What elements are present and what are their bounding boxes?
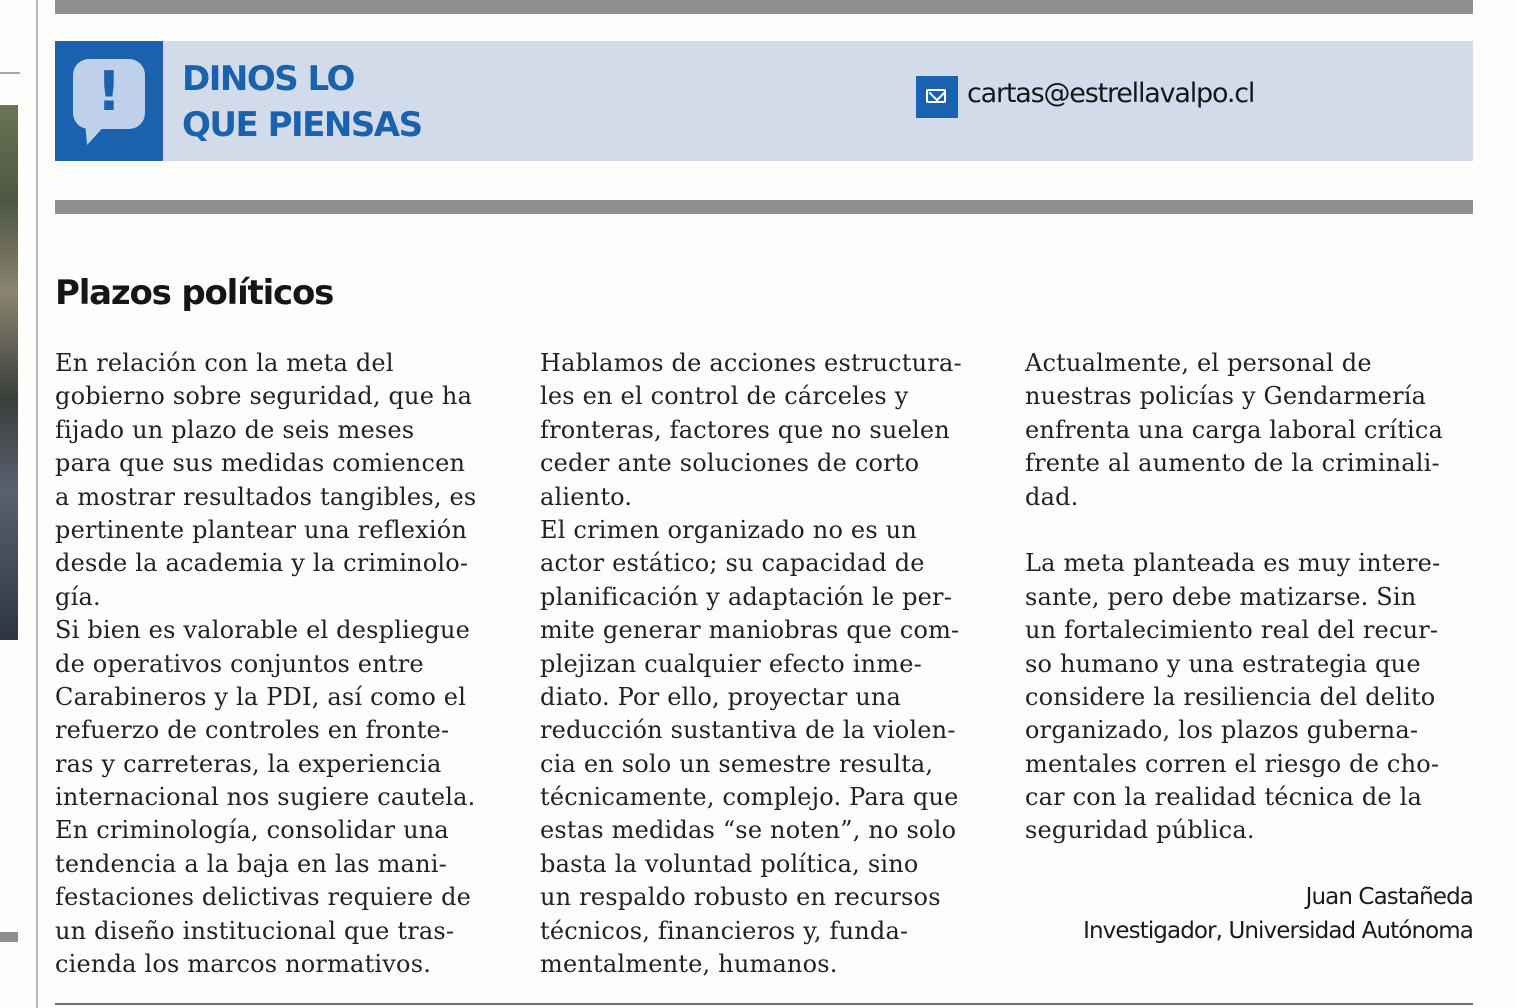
text-line: a mostrar resultados tangibles, es: [55, 482, 477, 511]
text-line: frente al aumento de la criminali-: [1025, 449, 1440, 478]
text-line: fronteras, factores que no suelen: [540, 415, 950, 444]
article-column-2: [540, 347, 1000, 981]
text-line: El crimen organizado no es un: [540, 515, 917, 544]
text-line: internacional nos sugiere cautela.: [55, 783, 476, 812]
text-line: Carabineros y la PDI, así como el: [55, 682, 467, 711]
text-line: festaciones delictivas requiere de: [55, 883, 472, 912]
section-rule: [55, 200, 1473, 214]
column-divider: [36, 0, 38, 1008]
text-line: [1025, 514, 1475, 547]
banner-title-line2: QUE PIENSAS: [182, 105, 422, 145]
text-line: ceder ante soluciones de corto: [540, 449, 920, 478]
adjacent-page-rule: [0, 72, 20, 74]
text-line: fijado un plazo de seis meses: [55, 415, 415, 444]
text-line: ras y carreteras, la experiencia: [55, 749, 442, 778]
text-line: Actualmente, el personal de: [1025, 349, 1372, 377]
text-line: un fortalecimiento real del recur-: [1025, 616, 1439, 645]
text-line: dad.: [1025, 482, 1079, 511]
banner-title: [182, 56, 422, 148]
text-line: aliento.: [540, 482, 633, 511]
text-line: organizado, los plazos guberna-: [1025, 716, 1419, 745]
adjacent-page-mark: [0, 932, 18, 942]
author-name: Juan Castañeda: [1305, 884, 1473, 910]
speech-bubble-icon: [55, 41, 163, 161]
exclamation-icon: !: [96, 60, 122, 123]
article-column-1: [55, 347, 510, 981]
text-line: so humano y una estrategia que: [1025, 649, 1421, 678]
text-line: actor estático; su capacidad de: [540, 549, 925, 578]
letters-banner: [55, 41, 1473, 161]
text-line: mentalmente, humanos.: [540, 950, 838, 979]
text-line: basta la voluntad política, sino: [540, 849, 919, 878]
text-line: Hablamos de acciones estructura-: [540, 349, 962, 377]
text-line: mentales corren el riesgo de cho-: [1025, 749, 1440, 778]
article-headline: Plazos políticos: [55, 273, 334, 313]
text-line: les en el control de cárceles y: [540, 382, 909, 411]
envelope-shape: [926, 89, 946, 103]
text-line: En criminología, consolidar una: [55, 816, 449, 845]
top-rule: [55, 0, 1473, 14]
text-line: un diseño institucional que tras-: [55, 916, 455, 945]
text-line: planificación y adaptación le per-: [540, 582, 953, 611]
text-line: desde la academia y la criminolo-: [55, 549, 469, 578]
text-line: considere la resiliencia del delito: [1025, 682, 1436, 711]
banner-title-line1: DINOS LO: [182, 59, 354, 99]
text-line: para que sus medidas comiencen: [55, 449, 466, 478]
text-line: técnicos, financieros y, funda-: [540, 916, 909, 945]
envelope-icon: [916, 76, 958, 118]
text-line: sante, pero debe matizarse. Sin: [1025, 582, 1417, 611]
text-line: refuerzo de controles en fronte-: [55, 716, 450, 745]
text-line: técnicamente, complejo. Para que: [540, 783, 959, 812]
text-line: cia en solo un semestre resulta,: [540, 749, 934, 778]
text-line: En relación con la meta del: [55, 349, 394, 377]
text-line: de operativos conjuntos entre: [55, 649, 424, 678]
text-line: cienda los marcos normativos.: [55, 950, 432, 979]
text-line: un respaldo robusto en recursos: [540, 883, 941, 912]
text-line: seguridad pública.: [1025, 816, 1255, 845]
text-line: gía.: [55, 582, 101, 611]
text-line: pertinente plantear una reflexión: [55, 515, 468, 544]
article-signature: [1083, 880, 1473, 948]
text-line: mite generar maniobras que com-: [540, 616, 960, 645]
text-line: Si bien es valorable el despliegue: [55, 616, 470, 645]
adjacent-page-photo: [0, 105, 18, 640]
text-line: tendencia a la baja en las mani-: [55, 849, 447, 878]
text-line: enfrenta una carga laboral crítica: [1025, 415, 1443, 444]
text-line: gobierno sobre seguridad, que ha: [55, 382, 473, 411]
text-line: plejizan cualquier efecto inme-: [540, 649, 922, 678]
text-line: diato. Por ello, proyectar una: [540, 682, 902, 711]
text-line: estas medidas “se noten”, no solo: [540, 816, 957, 845]
article-column-3: [1025, 347, 1475, 848]
text-line: nuestras policías y Gendarmería: [1025, 382, 1427, 411]
author-title: Investigador, Universidad Autónoma: [1083, 918, 1473, 944]
text-line: car con la realidad técnica de la: [1025, 783, 1423, 812]
bottom-rule: [55, 1003, 1473, 1005]
text-line: reducción sustantiva de la violen-: [540, 716, 956, 745]
contact-email[interactable]: cartas@estrellavalpo.cl: [967, 78, 1255, 109]
text-line: La meta planteada es muy intere-: [1025, 549, 1441, 578]
